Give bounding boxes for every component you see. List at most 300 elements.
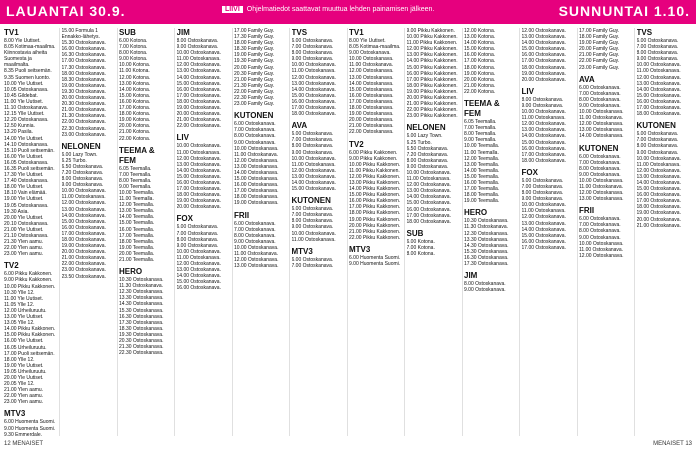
program-item: 12.00 Ostoskanava. [579, 121, 624, 128]
program-item: 19.30 Ostoskanava. [61, 88, 106, 95]
program-item: 18.00 Yle Uutiset. [4, 184, 44, 191]
program-item: 16.00 Ostoskanava. [176, 179, 221, 186]
program-item: 7.00 Ostoskanava. [291, 262, 334, 269]
program-item: 11.00 Ostoskanava. [176, 149, 221, 156]
program-item: 14.00 Ostoskanava. [176, 74, 221, 81]
program-item: 17.00 Family Guy. [234, 28, 275, 34]
program-item: 10.00 Ostoskanava. [176, 248, 221, 255]
program-item: 20.00 Ostoskanava. [176, 111, 221, 118]
program-item: 8.00 Ostoskanava. [464, 281, 506, 288]
program-item: 14.30 Ostoskanava. [464, 242, 509, 249]
program-item: 11.00 Ostoskanava. [176, 254, 221, 261]
program-item: 13.00 Teemalla. [464, 161, 500, 168]
program-item: 16.00 Pikku Kakkonen. [349, 198, 401, 205]
program-item: 12.00 Ostoskanava. [521, 121, 566, 128]
listing-column [234, 28, 287, 436]
program-item: 16.35 Puoli seitsemän. [4, 165, 55, 172]
program-item: 12.30 Ostoskanava. [119, 289, 164, 296]
program-item: 19.00 Pikku Kakkonen. [349, 216, 401, 223]
program-item: 13.00 Kotona. [119, 80, 151, 87]
program-item: 9.35 Suomen luonto. [4, 74, 51, 81]
program-item: 9.00 Huomenta Suomi. [349, 261, 401, 267]
program-item: 16.30 Ostoskanava. [119, 313, 164, 320]
channel-heading: TV1 [4, 28, 19, 37]
program-item: 18.00 Teemalla. [119, 238, 155, 245]
channel-heading: TEEMA & FEM [119, 145, 155, 165]
program-item: 15.30 Ostoskanava. [119, 307, 164, 314]
program-item: 16.00 Ostoskanava. [176, 86, 221, 93]
program-item: 15.30 Ostoskanava. [61, 40, 106, 47]
program-item: 13.00 Ostoskanava. [579, 127, 624, 134]
program-item: 15.00 Ostoskanava. [176, 279, 221, 286]
program-item: 14.00 Ostoskanava. [176, 167, 221, 174]
program-item: 17.30 Ostoskanava. [464, 261, 509, 267]
program-item: 8.00 Ostoskanava. [61, 176, 104, 183]
column-divider [232, 28, 233, 436]
program-item: 22.00 Family Guy. [234, 88, 275, 95]
program-item: 16.00 Ostoskanava. [234, 182, 279, 189]
program-item: 20.00 Ostoskanava. [349, 117, 394, 124]
program-item: 15.00 Pikku Kakkonen. [349, 192, 401, 199]
program-item: 19.00 Ostoskanava. [176, 198, 221, 205]
channel-heading: JIM [176, 28, 190, 37]
program-item: 17.30 Family Guy. [234, 34, 275, 41]
program-item: 15.00 Kotona. [464, 46, 496, 53]
program-item: 9.00 Ostoskanava. [291, 149, 334, 156]
program-item: 15.00 Ostoskanava. [291, 92, 336, 99]
program-item: 20.00 Teemalla. [119, 250, 155, 257]
program-item: 11.00 Ostoskanava. [636, 68, 681, 75]
program-item: 11.05 Ylle 12. [4, 301, 35, 308]
listing-column [637, 28, 690, 436]
program-item: 11.00 Ostoskanava. [234, 251, 279, 257]
program-item: 10.00 Kotona. [119, 62, 151, 69]
program-item: 22.00 Ostoskanava. [61, 261, 106, 268]
program-item: 11.00 Yle Uutiset. [4, 98, 44, 105]
program-item: 18.00 Ostoskanava. [176, 98, 221, 105]
program-item: 8.00 Yle Uutiset. [349, 38, 386, 44]
program-item: 11.00 Ostoskanava. [349, 62, 394, 69]
program-item: 6.00 Ostoskanava. [234, 121, 276, 128]
program-item: 14.00 Ostoskanava. [291, 179, 336, 186]
program-item: 19.00 Family Guy. [579, 40, 620, 47]
program-item: 14.00 Ostoskanava. [579, 133, 624, 140]
program-item: 8.00 Ostoskanava. [406, 157, 449, 164]
program-item: 20.05 Ylle 12. [4, 381, 35, 388]
program-item: 20.00 Kotona. [464, 76, 496, 83]
program-item: 8.00 Ostoskanava. [636, 143, 679, 150]
program-item: 10.00 Ostoskanava. [349, 56, 394, 63]
channel-heading: MTV3 [291, 246, 313, 256]
listing-column [119, 28, 172, 436]
program-item: 15.30 Ostoskanava. [464, 248, 509, 255]
program-item: 13.30 Ostoskanava. [119, 295, 164, 302]
program-item: 9.30 Emmerdale. [4, 431, 43, 436]
program-item: 8.35 Puoli seitsemän. [4, 68, 52, 75]
program-item: 11.00 Yle Uutiset. [4, 295, 44, 302]
program-item: 6.00 Ostoskanava. [579, 153, 621, 160]
date-right: SUNNUNTAI 1.10. [558, 3, 690, 19]
program-item: 14.00 Teemalla. [464, 167, 500, 174]
program-item: 23.00 Ostoskanava. [61, 131, 106, 138]
program-item: 16.00 Ostoskanava. [636, 192, 681, 199]
program-item: 23.00 Pikku Kakkonen. [406, 113, 458, 120]
program-item: 7.00 Ostoskanava. [234, 127, 276, 134]
program-item: 20.30 Ostoskanava. [119, 338, 164, 345]
program-item: 22.00 Pikku Kakkonen. [349, 234, 401, 241]
program-item: 6.00 Lazy Town. [406, 133, 443, 140]
program-item: 18.00 Ostoskanava. [234, 194, 279, 201]
program-item: 19.30 Ostoskanava. [119, 331, 164, 338]
program-item: 21.00 Ylen aamu. [4, 387, 44, 394]
program-item: 18.00 Ostoskanava. [521, 157, 566, 164]
program-item: 14.00 Pikku Kakkonen. [349, 186, 401, 193]
program-item: 13.00 Yle Uutiset. [4, 314, 44, 321]
program-item: 8.05 Kotimaa-maailma. Kiinnostavia aiheita Suomesta ja maailmalta. [4, 44, 56, 69]
channel-heading: LIV [176, 133, 189, 143]
program-item: 13.00 Ostoskanava. [521, 127, 566, 134]
program-item: 9.00 Ostoskanava. [636, 56, 679, 63]
program-item: 11.00 Pikku Kakkonen. [406, 40, 458, 47]
program-item: 10.00 Ostoskanava. [636, 62, 681, 69]
program-item: 12.00 Ostoskanava. [234, 157, 279, 164]
channel-heading: LIV [521, 86, 534, 96]
program-item: 21.00 Ostoskanava. [61, 107, 106, 114]
program-item: 17.40 Ostoskanava. [4, 178, 49, 185]
program-item: 15.10 Puoli seitsemän. [4, 147, 55, 154]
program-item: 14.00 Kotona. [464, 40, 496, 47]
program-item: 12.00 Ostoskanava. [234, 257, 279, 264]
channel-heading: TVS [636, 28, 653, 37]
program-item: 12.00 Teemalla. [119, 202, 155, 209]
program-item: 22.00 Kotona. [119, 135, 151, 142]
program-item: 13.05 Ylle 12. [4, 320, 35, 327]
program-item: 9.00 Ostoskanava. [291, 224, 334, 231]
program-item: 10.00 Ostoskanava. [521, 109, 566, 116]
program-item: 6.00 Pikku Kakkonen. [4, 271, 53, 278]
program-item: 17.00 Ostoskanava. [636, 198, 681, 205]
program-item: 6.00 Ostoskanava. [176, 224, 219, 231]
program-item: 16.30 Ostoskanava. [61, 52, 106, 59]
program-item: 15.00 Ostoskanava. [176, 80, 221, 87]
channel-heading: SUB [406, 228, 424, 238]
program-item: 20.00 Family Guy. [234, 64, 275, 71]
program-item: 12.00 Kotona. [119, 74, 151, 81]
program-item: 9.00 Pikku Kakkonen. [406, 28, 455, 34]
program-item: 19.30 Asia. [4, 208, 29, 215]
program-item: 18.00 Kotona. [119, 111, 151, 118]
program-item: 12.00 Urheiluruutu. [4, 307, 47, 314]
channel-heading: TEEMA & FEM [464, 99, 500, 119]
program-item: 17.00 Ostoskanava. [636, 105, 681, 112]
program-item: 12.00 Ostoskanava. [521, 214, 566, 221]
program-item: 15.00 Ostoskanava. [176, 173, 221, 180]
channel-heading: FOX [521, 167, 538, 177]
program-item: 15.00 Pikku Kakkonen. [406, 64, 458, 71]
program-item: 18.00 Ostoskanava. [521, 64, 566, 71]
program-item: 10.00 Ostoskanava. [579, 240, 624, 247]
program-item: 20.00 Pikku Kakkonen. [349, 222, 401, 229]
program-item: 7.20 Ostoskanava. [61, 169, 104, 176]
program-item: 9.00 Ostoskanava. [349, 50, 391, 57]
program-item: 10.00 Pikku Kakkonen. [406, 34, 458, 41]
program-item: 17.00 Ostoskanava. [521, 58, 566, 65]
program-item: 9.00 Ostoskanava. [176, 242, 219, 249]
program-item: 18.00 Ostoskanava. [61, 70, 106, 77]
program-item: 10.00 Ostoskanava. [61, 188, 106, 195]
program-item: 21.00 Family Guy. [234, 76, 275, 83]
program-item: 7.00 Ostoskanava. [579, 222, 621, 229]
program-item: 20.00 Ostoskanava. [61, 95, 106, 102]
program-item: 9.00 Ostoskanava. [464, 287, 506, 294]
program-item: 11.00 Ostoskanava. [291, 161, 336, 168]
program-item: 16.00 Yle Uutiset. [4, 153, 44, 160]
program-item: 17.00 Ostoskanava. [521, 244, 566, 251]
program-item: 14.00 Ostoskanava. [176, 273, 221, 280]
listing-column [349, 28, 402, 436]
program-item: 17.00 Teemalla. [464, 186, 500, 193]
program-item: 21.00 Ostoskanava. [176, 117, 221, 124]
program-item: 18.00 Ostoskanava. [61, 237, 106, 243]
program-item: 18.30 Ostoskanava. [61, 76, 106, 83]
column-divider [347, 28, 348, 436]
program-item: 16.00 Ostoskanava. [521, 52, 566, 59]
program-item: 6.25 Turbo. [61, 157, 87, 164]
program-item: 18.00 Ostoskanava. [406, 218, 451, 225]
program-item: 9.00 Ostoskanava. [521, 102, 564, 109]
program-item: 14.00 Ostoskanava. [636, 179, 681, 186]
program-item: 11.10 Ostoskanava. [4, 105, 49, 112]
program-item: 6.00 Lazy Town. [61, 151, 98, 158]
program-item: 8.00 Ostoskanava. [291, 218, 334, 225]
program-item: 6.00 Ostoskanava. [579, 216, 621, 223]
program-item: 6.00 Ostoskanava. [291, 206, 334, 213]
program-item: 6.00 Kotona. [406, 238, 435, 245]
program-item: 7.00 Ostoskanava. [234, 226, 276, 233]
program-item: 18.10 Vain elämää. [4, 190, 47, 197]
channel-heading: NELONEN [61, 141, 101, 151]
program-item: 17.00 Ostoskanava. [521, 151, 566, 158]
program-item: 12.00 Ostoskanava. [579, 190, 624, 197]
column-divider [174, 28, 175, 436]
program-item: 10.05 Ostoskanava. [4, 86, 49, 93]
program-item: 21.00 Ostoskanava. [61, 255, 106, 262]
program-item: 9.00 Pikku Kakkonen. [349, 155, 398, 162]
program-item: 11.00 Ostoskanava. [291, 68, 336, 75]
program-item: 11.00 Ostoskanava. [406, 176, 451, 183]
program-item: 16.30 Ostoskanava. [464, 254, 509, 261]
program-item: 12.00 Ostoskanava. [521, 28, 566, 34]
program-item: 17.00 Ostoskanava. [406, 212, 451, 219]
program-item: 6.00 Huomenta Suomi. [349, 254, 401, 261]
program-item: 12.30 Ostoskanava. [464, 230, 509, 237]
program-item: 8.00 Ostoskanava. [234, 232, 276, 239]
program-item: 8.00 Ostoskanava. [176, 236, 219, 243]
channel-heading: SUB [119, 28, 136, 37]
program-item: 11.30 Ostoskanava. [464, 224, 509, 231]
program-item: 15.00 Teemalla. [464, 173, 500, 180]
program-item: 12.00 Ostoskanava. [176, 62, 221, 69]
program-item: 20.00 Ostoskanava. [521, 76, 566, 83]
program-item: 9.00 Kotona. [119, 56, 148, 63]
program-item: 20.00 Pikku Kakkonen. [406, 95, 458, 102]
date-left: LAUANTAI 30.9. [6, 3, 126, 19]
listing-column [464, 28, 517, 436]
program-item: 12.00 Pikku Kakkonen. [406, 46, 458, 53]
program-item: 16.00 Ostoskanava. [406, 206, 451, 213]
program-item: 12.00 Ostoskanava. [349, 68, 394, 75]
program-item: 19.00 Family Guy. [234, 52, 275, 59]
program-item: 21.00 Kotona. [119, 129, 151, 136]
program-item: 7.00 Kotona. [119, 44, 148, 51]
program-item: 8.00 Ostoskanava. [291, 143, 334, 150]
program-item: 15.00 Formula 1 Ennakko-lähetys. [61, 28, 100, 41]
program-item: 11.00 Kotona. [119, 68, 150, 75]
program-item: 13.00 Ostoskanava. [176, 68, 221, 75]
program-item: 19.00 Ostoskanava. [61, 243, 106, 250]
program-item: 10.00 Ostoskanava. [176, 50, 221, 57]
program-item: 19.30 Family Guy. [234, 58, 275, 65]
program-item: 11.00 Pikku Kakkonen. [349, 167, 400, 174]
program-item: 21.00 Kotona. [464, 82, 496, 89]
program-item: 20.00 Kotona. [119, 123, 151, 130]
program-item: 13.00 Pikku Kakkonen. [349, 179, 401, 186]
program-item: 20.00 Yle Uutiset. [4, 214, 44, 221]
program-item: 19.00 Pikku Kakkonen. [406, 88, 458, 95]
program-item: 21.00 Pikku Kakkonen. [349, 228, 401, 235]
program-item: 16.00 Ostoskanava. [61, 46, 106, 53]
program-item: 18.00 Ostoskanava. [636, 204, 681, 211]
program-item: 20.00 Yle Uutiset. [4, 374, 44, 381]
program-item: 22.30 Ostoskanava. [61, 125, 106, 132]
program-item: 8.00 Yle Uutiset. [4, 38, 41, 44]
program-item: 8.00 Ostoskanava. [291, 50, 334, 57]
promo-text: Ohjelmatiedot saattavat muuttua lehden painamisen jälkeen. [246, 6, 435, 13]
program-item: 10.30 Ostoskanava. [119, 277, 164, 284]
program-item: 10.00 Yle Uutiset. [4, 80, 44, 87]
program-item: 21.30 Ylen aamu. [4, 239, 44, 246]
program-item: 9.00 Ostoskanava. [234, 139, 276, 146]
promo-tag: LIIVI [222, 6, 243, 13]
program-item: 12.00 Teemalla. [464, 155, 500, 162]
program-item: 18.30 Family Guy. [234, 46, 275, 53]
program-item: 13.00 Ostoskanava. [406, 188, 451, 195]
channel-heading: JIM [464, 271, 478, 281]
program-item: 10.00 Teemalla. [119, 189, 155, 196]
channel-heading: AVA [291, 121, 308, 131]
program-item: 21.00 Ostoskanava. [349, 123, 394, 130]
channel-heading: FRII [234, 210, 250, 220]
program-item: 6.00 Pikku Kakkonen. [349, 149, 398, 156]
program-item: 10.00 Ostoskanava. [521, 202, 566, 209]
program-item: 13.00 Ostoskanava. [291, 173, 336, 180]
program-item: 21.30 Family Guy. [234, 82, 275, 89]
channel-heading: HERO [119, 267, 143, 277]
program-item: 7.00 Ostoskanava. [176, 230, 219, 237]
program-item: 11.00 Ostoskanava. [521, 115, 566, 122]
program-item: 9.00 Ostoskanava. [291, 56, 334, 63]
program-item: 19.00 Teemalla. [464, 198, 500, 205]
program-item: 23.00 Ostoskanava. [61, 267, 106, 274]
program-item: 19.05 Urheiluruutu. [4, 368, 47, 375]
program-item: 12.15 Ylle Uutiset. [4, 111, 45, 118]
program-item: 11.00 Teemalla. [119, 196, 154, 203]
program-item: 17.00 Ostoskanava. [61, 58, 106, 65]
program-item: 6.25 Turbo. [406, 139, 432, 146]
program-item: 8.00 Ostoskanava. [579, 165, 621, 172]
program-item: 15.00 Ostoskanava. [406, 200, 451, 207]
program-item: 14.00 Ostoskanava. [234, 169, 279, 176]
program-item: 16.00 Ostoskanava. [291, 98, 336, 105]
program-item: 12.00 Ostoskanava. [176, 155, 221, 162]
program-item: 7.00 Ostoskanava. [291, 137, 334, 144]
program-item: 16.05 Ostoskanava. [4, 159, 49, 166]
program-item: 10.00 Pikku Kakkonen. [4, 283, 56, 290]
program-item: 9.00 Ostoskanava. [406, 163, 449, 170]
program-item: 16.00 Ostoskanava. [636, 98, 681, 105]
program-item: 13.00 Ostoskanava. [61, 206, 106, 213]
program-item: 19.00 Ostoskanava. [636, 210, 681, 217]
listing-column [4, 28, 57, 436]
program-item: 14.00 Ostoskanava. [521, 40, 566, 47]
program-item: 19.00 Teemalla. [119, 244, 155, 251]
program-item: 6.00 Ostoskanava. [579, 84, 621, 91]
program-item: 13.00 Kotona. [464, 34, 496, 41]
program-item: 18.00 Family Guy. [579, 34, 620, 41]
program-item: 16.05 Urheiluruutu. [4, 344, 47, 351]
program-item: 15.00 Ostoskanava. [234, 176, 279, 183]
program-item: 8.00 Ostoskanava. [636, 50, 679, 57]
program-item: 14.30 Ostoskanava. [119, 301, 164, 308]
program-item: 18.00 Ostoskanava. [636, 111, 681, 118]
program-item: 15.00 Ostoskanava. [349, 86, 394, 93]
program-item: 9.00 Ostoskanava. [579, 102, 621, 109]
program-item: 23.00 Ylen aamu. [4, 251, 44, 258]
program-item: 6.00 Huomenta Suomi. [4, 419, 56, 426]
program-item: 8.05 Kotimaa-maailma. [349, 44, 401, 51]
program-item: 13.00 Ostoskanava. [176, 161, 221, 168]
program-item: 8.00 Ostoskanava. [579, 96, 621, 103]
program-item: 6.50 Ostoskanava. [406, 145, 449, 152]
channel-heading: NELONEN [406, 123, 446, 133]
column-divider [634, 28, 635, 436]
program-item: 23.00 Family Guy. [579, 64, 620, 71]
program-item: 13.00 Ostoskanava. [291, 80, 336, 87]
program-item: 12.00 Ostoskanava. [406, 182, 451, 189]
program-item: 6.50 Ostoskanava. [61, 163, 104, 170]
program-item: 10.00 Ostoskanava. [291, 155, 336, 162]
program-item: 7.00 Teemalla. [119, 171, 152, 178]
program-item: 10.30 Ostoskanava. [464, 218, 509, 225]
program-item: 17.00 Ostoskanava. [176, 92, 221, 99]
program-item: 18.00 Kotona. [464, 64, 496, 71]
program-item: 8.00 Ostoskanava. [176, 38, 219, 44]
program-item: 22.00 Kotona. [464, 88, 496, 95]
channel-heading: KUTONEN [291, 196, 331, 206]
program-item: 13.00 Ostoskanava. [234, 263, 279, 270]
program-item: 6.00 Ostoskanava. [636, 131, 679, 138]
program-item: 11.00 Ostoskanava. [291, 236, 336, 243]
program-item: 6.00 Ostoskanava. [291, 131, 334, 138]
program-item: 17.30 Yle Uutiset. [4, 172, 44, 179]
program-item: 16.00 Pikku Kakkonen. [406, 70, 458, 77]
program-item: 21.00 Ostoskanava. [636, 222, 681, 229]
program-item: 7.20 Ostoskanava. [406, 151, 449, 158]
channel-heading: TV2 [4, 261, 19, 271]
program-item: 13.00 Ostoskanava. [579, 196, 624, 203]
channel-heading: MTV3 [349, 244, 371, 254]
program-item: 20.00 Family Guy. [579, 46, 620, 53]
